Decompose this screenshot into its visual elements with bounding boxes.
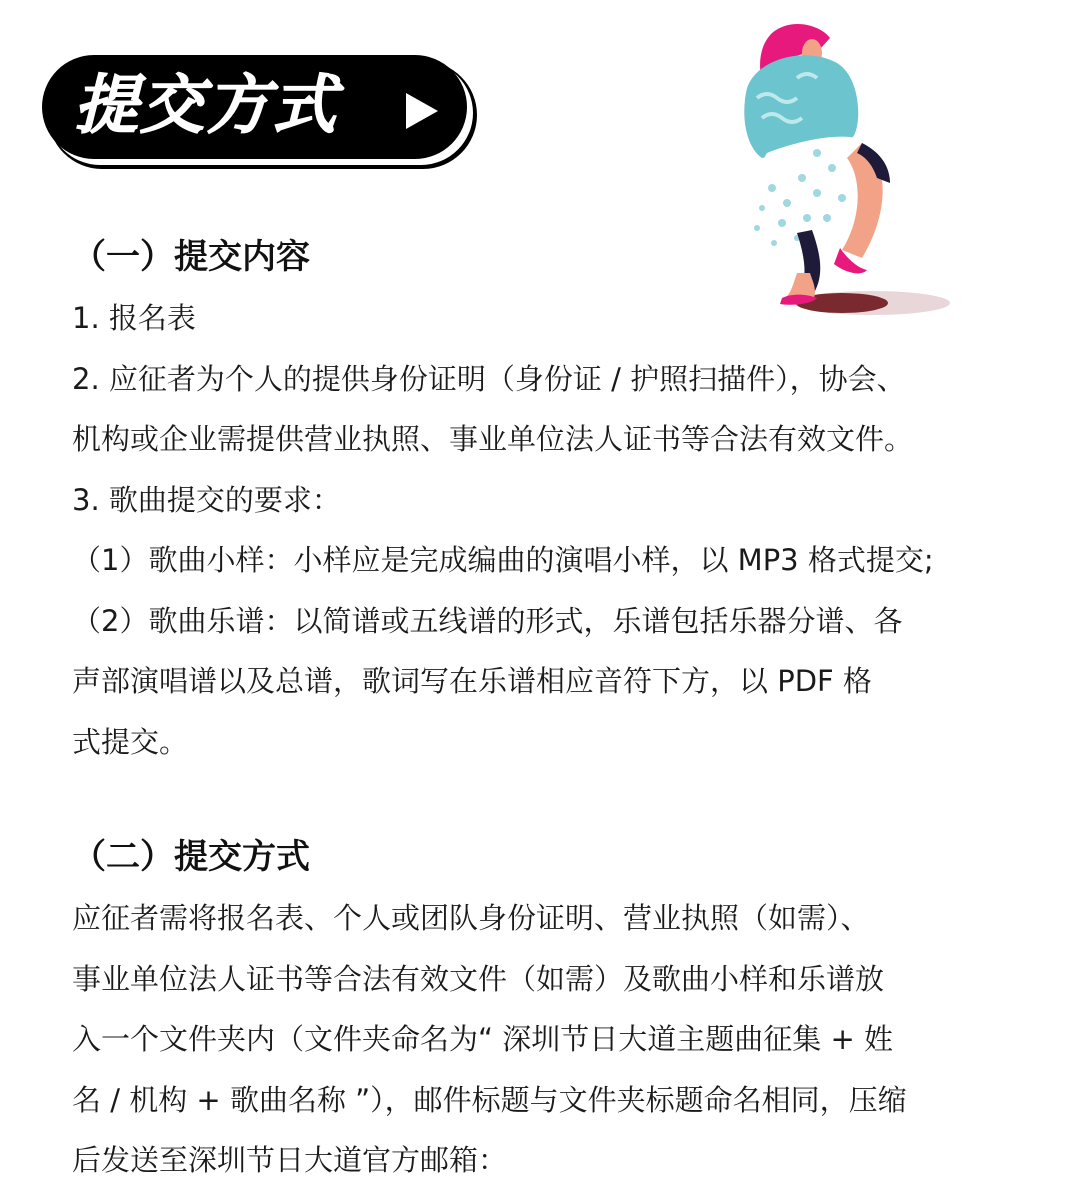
text-line: 2. 应征者为个人的提供身份证明（身份证 / 护照扫描件），协会、 (72, 361, 906, 396)
section-heading-content: （一）提交内容 (72, 237, 310, 277)
text-line: 名 / 机构 + 歌曲名称 ”），邮件标题与文件夹标题命名相同，压缩 (72, 1082, 907, 1117)
text-line: 3. 歌曲提交的要求： (72, 482, 341, 517)
dancing-woman-illustration (712, 18, 962, 318)
section-method-body (72, 888, 1012, 1191)
section-content-body (72, 288, 1012, 772)
text-line: 1. 报名表 (72, 301, 196, 335)
text-line: 后发送至深圳节日大道官方邮箱： (72, 1143, 508, 1177)
text-line: 声部演唱谱以及总谱，歌词写在乐谱相应音符下方，以 PDF 格 (72, 664, 872, 698)
text-line: （2）歌曲乐谱：以简谱或五线谱的形式，乐谱包括乐器分谱、各 (72, 603, 903, 638)
text-line: 入一个文件夹内（文件夹命名为“ 深圳节日大道主题曲征集 + 姓 (72, 1022, 893, 1056)
text-line: （1）歌曲小样：小样应是完成编曲的演唱小样，以 MP3 格式提交; (72, 543, 934, 577)
text-line: 应征者需将报名表、个人或团队身份证明、营业执照（如需）、 (72, 901, 870, 935)
section-heading-method: （二）提交方式 (72, 837, 310, 877)
banner-title: 提交方式 (74, 69, 338, 143)
play-arrow-icon (404, 91, 440, 131)
text-line: 事业单位法人证书等合法有效文件（如需）及歌曲小样和乐谱放 (72, 961, 885, 996)
text-line: 机构或企业需提供营业执照、事业单位法人证书等合法有效文件。 (72, 422, 914, 456)
text-line: 式提交。 (72, 724, 189, 759)
